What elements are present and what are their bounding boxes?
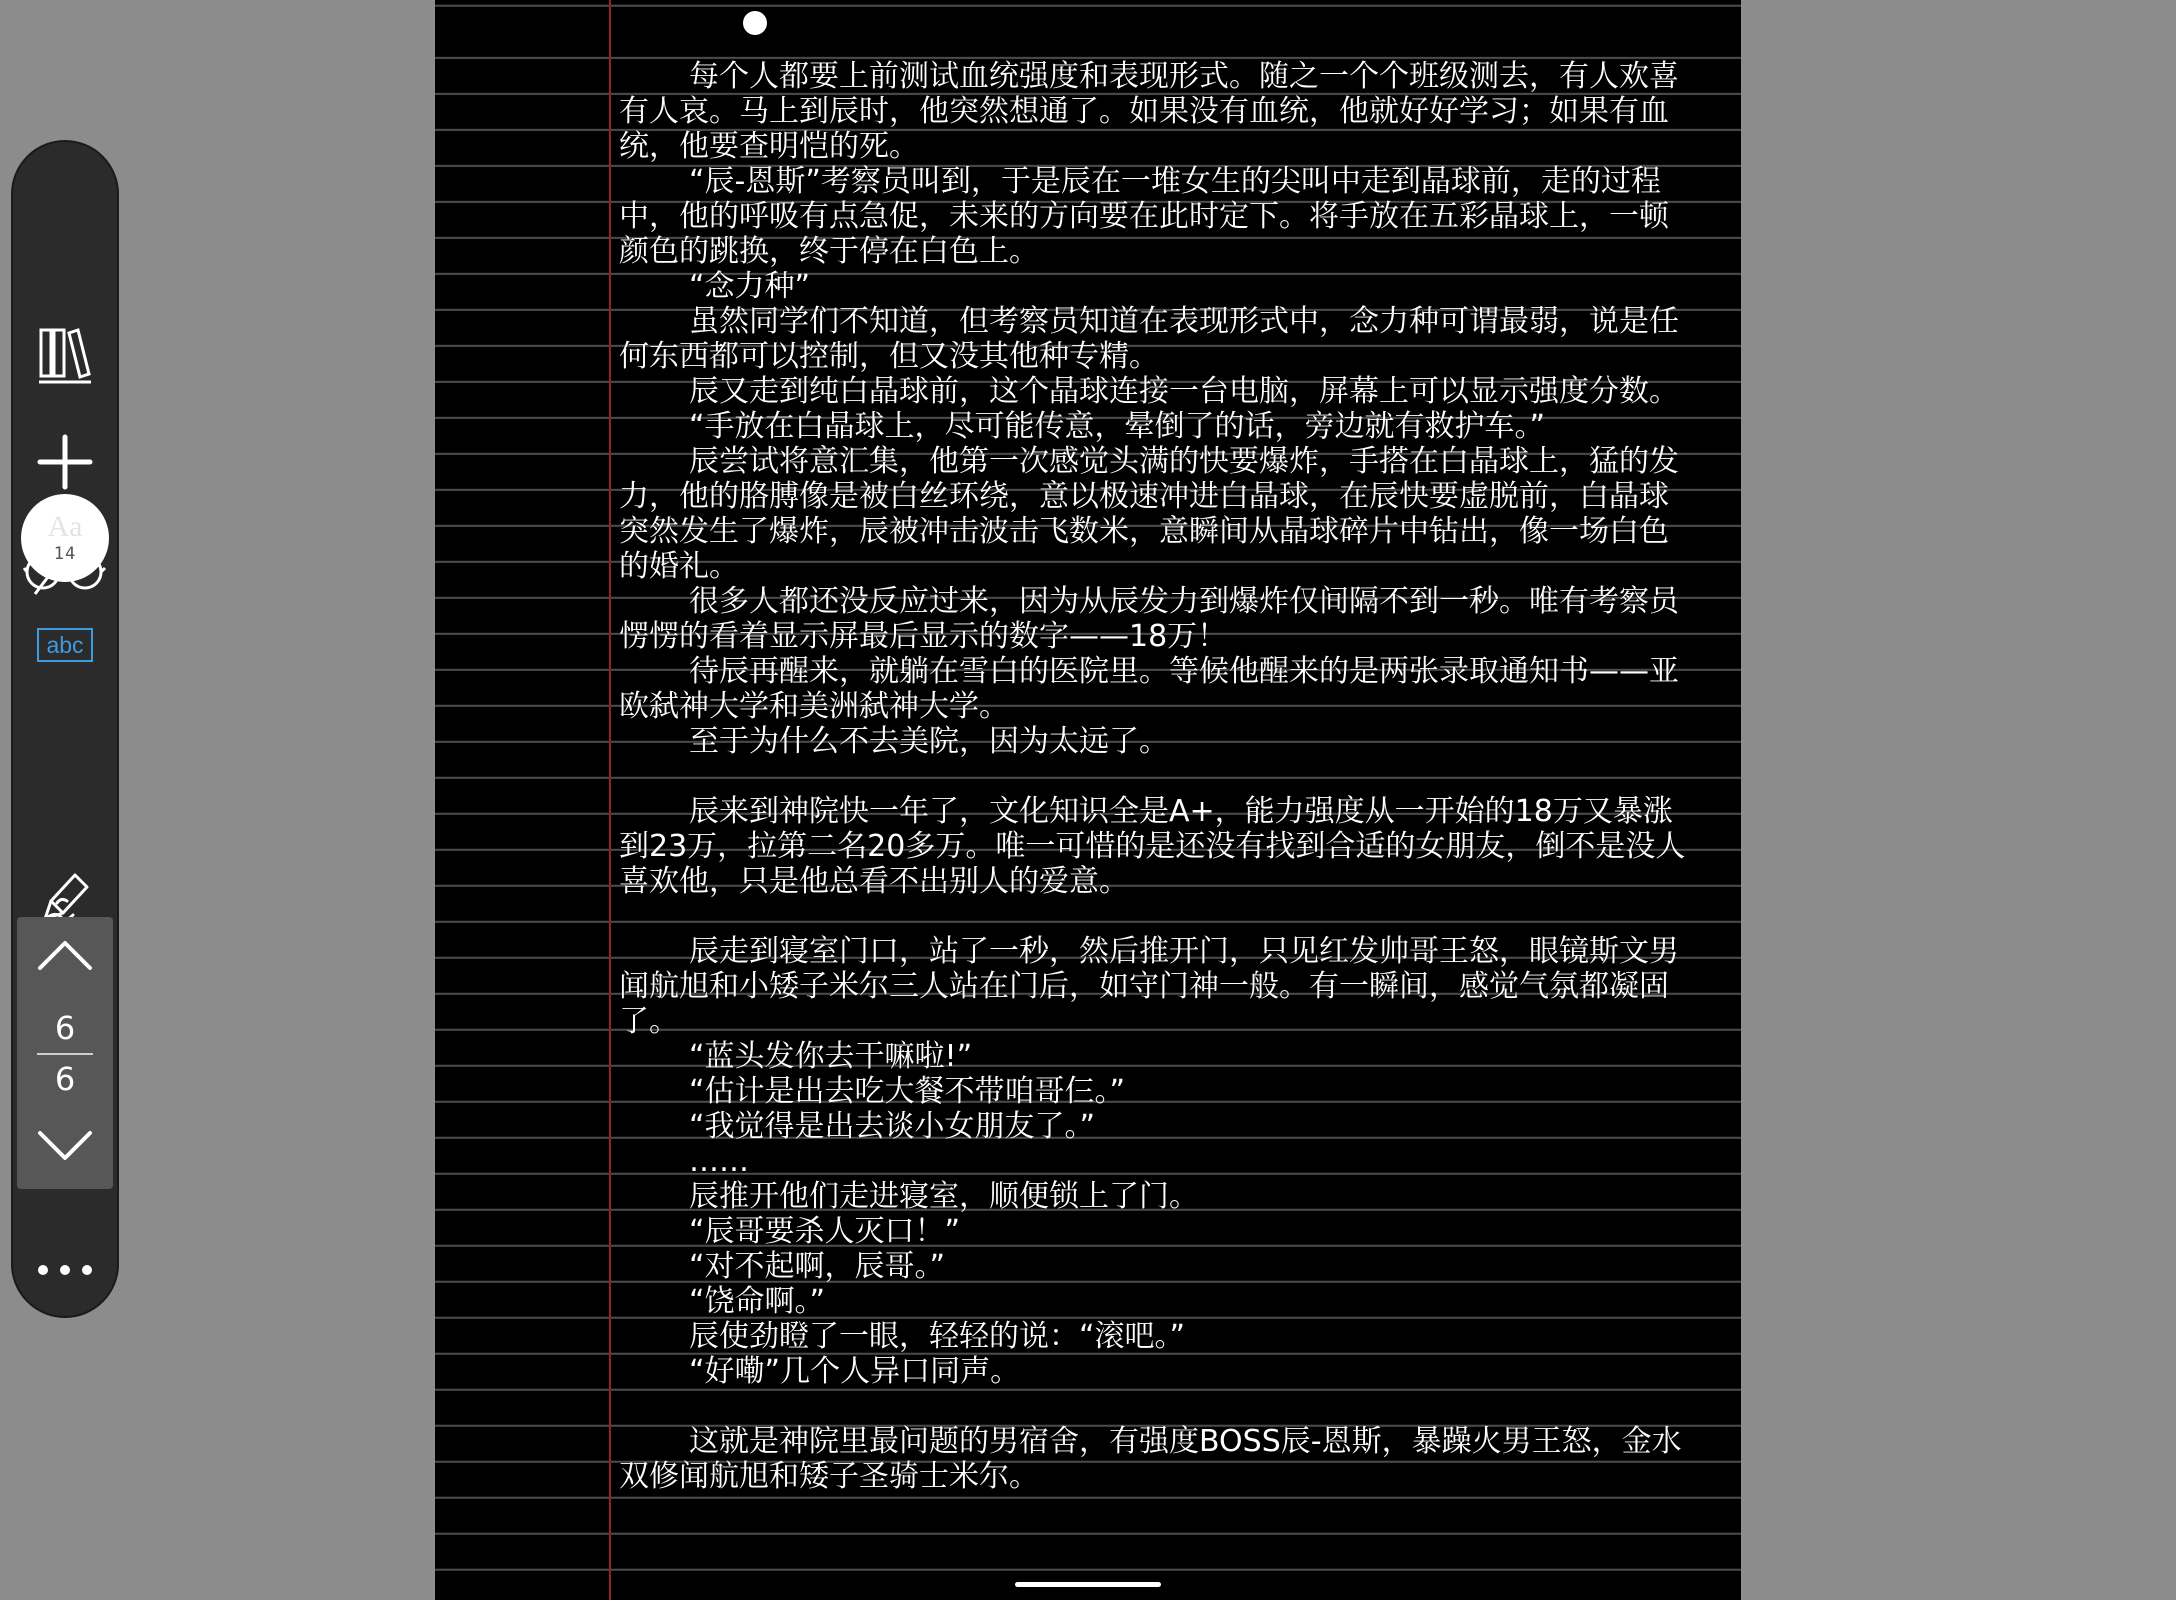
page-divider (37, 1053, 93, 1055)
binder-hole (743, 11, 767, 35)
page-navigator (17, 917, 113, 1189)
paragraph: “蓝头发你去干嘛啦!” (689, 1039, 973, 1074)
paragraph: 至于为什么不去美院，因为太远了。 (689, 724, 1169, 759)
blank-line (619, 759, 1689, 794)
paragraph: “饶命啊。” (689, 1284, 826, 1319)
total-page-number: 6 (54, 1060, 76, 1098)
paragraph: “辰哥要杀人灭口！” (689, 1214, 961, 1249)
left-toolbar (11, 140, 119, 1318)
paragraph: “我觉得是出去谈小女朋友了。” (689, 1109, 1096, 1144)
paragraph: “好嘞”几个人异口同声。 (689, 1354, 1021, 1389)
paragraph: “辰-恩斯”考察员叫到，于是辰在一堆女生的尖叫中走到晶球前，走的过程中，他的呼吸有点急促，未来的方向要在此时定下。将手放在五彩晶球上，一顿颜色的跳换，终于停在白色上。 (619, 164, 1669, 269)
margin-line (609, 0, 611, 1600)
books-icon (36, 324, 94, 386)
paragraph: “念力种” (689, 269, 811, 304)
text-recognition-label: abc (46, 632, 84, 658)
page-down-button[interactable] (17, 1113, 113, 1183)
paragraph: 辰走到寝室门口，站了一秒，然后推开门，只见红发帅哥王怒，眼镜斯文男闻航旭和小矮子米尔三人站在门后，如守门神一般。有一瞬间，感觉气氛都凝固了。 (619, 934, 1679, 1039)
abc-icon[interactable] (37, 628, 93, 662)
paragraph: “手放在白晶球上，尽可能传意，晕倒了的话，旁边就有救护车。” (689, 409, 1546, 444)
paragraph: “对不起啊，辰哥。” (689, 1249, 946, 1284)
paragraph: 辰推开他们走进寝室，顺便锁上了门。 (689, 1179, 1199, 1214)
notebook-page[interactable] (435, 0, 1741, 1600)
more-button[interactable] (13, 1240, 117, 1300)
blank-line (619, 1389, 1689, 1424)
paragraph: 这就是神院里最问题的男宿舍，有强度BOSS辰-恩斯，暴躁火男王怒，金水双修闻航旭和矮子圣骑士米尔。 (619, 1424, 1682, 1494)
current-page-number: 6 (54, 1009, 76, 1047)
page-up-button[interactable] (17, 922, 113, 992)
chevron-up-icon (37, 939, 93, 975)
paragraph: 待辰再醒来，就躺在雪白的医院里。等候他醒来的是两张录取通知书——亚欧弑神大学和美洲弑神大学。 (619, 654, 1679, 724)
chevron-down-icon (37, 1130, 93, 1166)
paragraph: 辰尝试将意汇集，他第一次感觉头满的快要爆炸，手搭在白晶球上，猛的发力，他的胳膊像是被白丝环绕，意以极速冲进白晶球，在辰快要虚脱前，白晶球突然发生了爆炸，辰被冲击波击飞数米，意瞬间从晶球碎片中钻出，像一场白色的婚礼。 (619, 444, 1679, 584)
plus-icon (37, 434, 93, 490)
paragraph: 辰来到神院快一年了，文化知识全是A+，能力强度从一开始的18万又暴涨到23万，拉第二名20多万。唯一可惜的是还没有找到合适的女朋友，倒不是没人喜欢他，只是他总看不出别人的爱意。 (619, 794, 1686, 899)
more-icon (35, 1263, 95, 1277)
font-size-button[interactable] (21, 494, 109, 582)
paragraph: 很多人都还没反应过来，因为从辰发力到爆炸仅间隔不到一秒。唯有考察员愣愣的看着显示屏最后显示的数字——18万！ (619, 584, 1679, 654)
blank-line (619, 899, 1689, 934)
paragraph: 辰使劲瞪了一眼，轻轻的说：“滚吧。” (689, 1319, 1186, 1354)
font-style-label: Aa (47, 510, 83, 543)
document-text[interactable] (619, 59, 1689, 1494)
paragraph: 虽然同学们不知道，但考察员知道在表现形式中，念力种可谓最弱，说是任何东西都可以控制，但又没其他种专精。 (619, 304, 1679, 374)
paragraph: …… (689, 1144, 749, 1179)
home-indicator[interactable] (1015, 1582, 1161, 1587)
paragraph: 辰又走到纯白晶球前，这个晶球连接一台电脑，屏幕上可以显示强度分数。 (689, 374, 1679, 409)
paragraph: “估计是出去吃大餐不带咱哥仨。” (689, 1074, 1126, 1109)
font-size-value: 14 (53, 544, 77, 564)
paragraph: 每个人都要上前测试血统强度和表现形式。随之一个个班级测去，有人欢喜有人哀。马上到辰时，他突然想通了。如果没有血统，他就好好学习；如果有血统，他要查明恺的死。 (619, 59, 1679, 164)
library-button[interactable] (13, 310, 117, 400)
